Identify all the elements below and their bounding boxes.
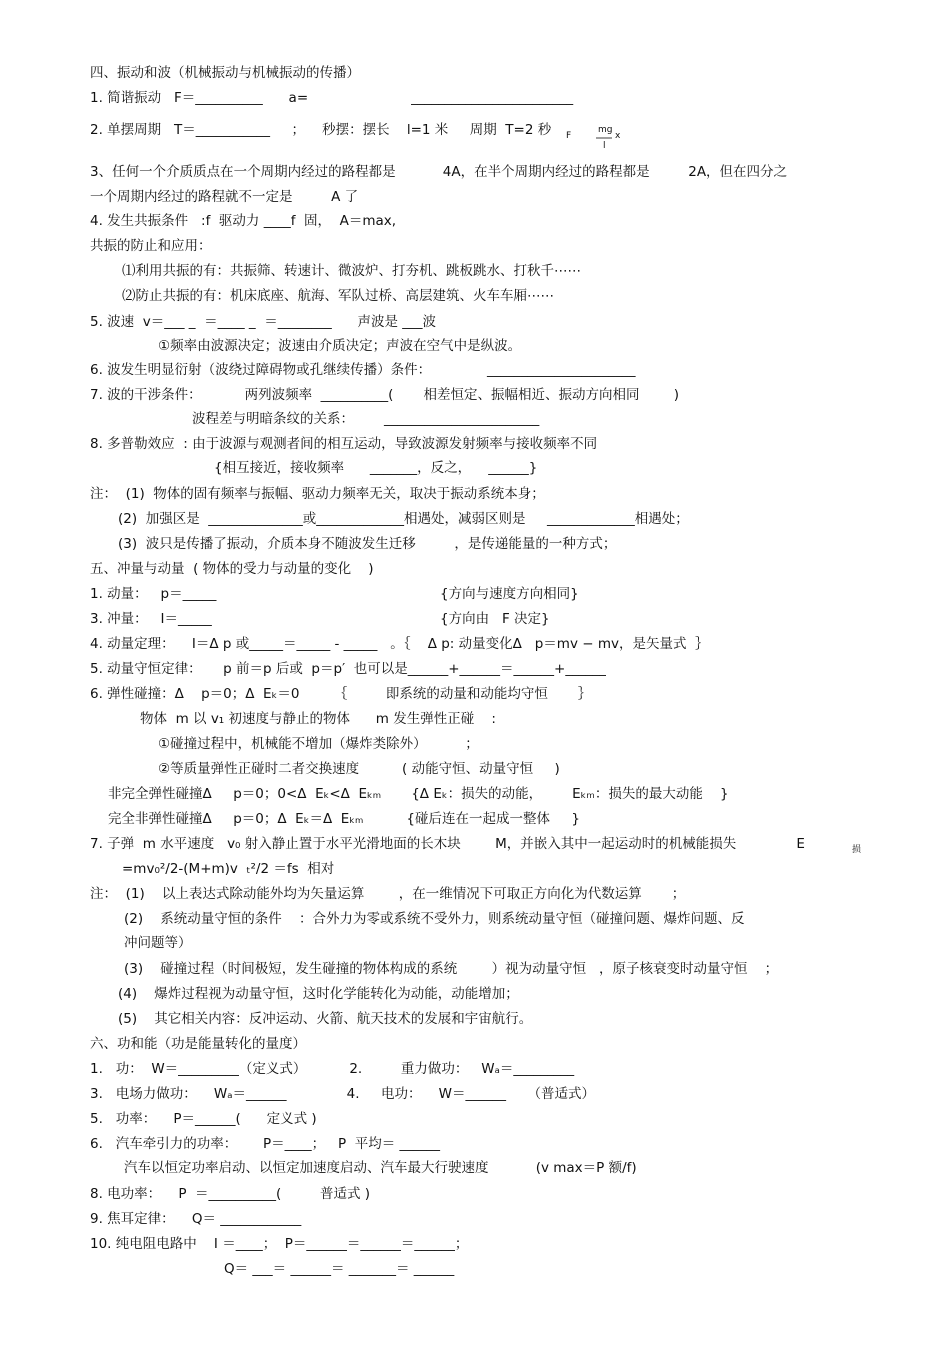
text-line: 6. 弹性碰撞：Δ p＝0；Δ Eₖ＝0 ｛ 即系统的动量和动能均守恒 ｝ [90, 686, 592, 702]
text-line: ①碰撞过程中，机械能不增加（爆炸类除外） ； [158, 736, 479, 752]
text-line: 注： (1) 以上表达式除动能外均为矢量运算 ，在一维情况下可取正方向化为代数运算 ； [90, 886, 686, 902]
text-line: Q＝ ___＝ ______＝ _______＝ ______ [224, 1261, 455, 1277]
text-line: (2) 系统动量守恒的条件 ：合外力为零或系统不受外力，则系统动量守恒（碰撞问题、爆炸问题、反 [124, 911, 745, 927]
text-line: 1. 功： W＝_________（定义式） 2. 重力做功： Wₐ＝_________ [90, 1061, 575, 1077]
text-line: 五、冲量与动量 ( 物体的受力与动量的变化 ) [90, 561, 374, 577]
text-line: 5. 功率： P＝______( 定义式 ) [90, 1111, 317, 1127]
text-line: 6. 汽车牵引力的功率： P＝____； P 平均＝ ______ [90, 1136, 441, 1152]
text-line: 物体 m 以 v₁ 初速度与静止的物体 m 发生弹性正碰 : [140, 711, 496, 727]
text-line: 1. 简谐振动 F＝__________ a= ________________________ [90, 90, 574, 106]
text-line: ⑵防止共振的有：机床底座、航海、军队过桥、高层建筑、火车车厢⋯⋯ [122, 288, 554, 304]
text-line: x [615, 131, 621, 141]
text-line: =mv₀²/2-(M+m)v ₜ²/2 ＝fs 相对 [122, 861, 335, 877]
text-line: (5) 其它相关内容：反冲运动、火箭、航天技术的发展和宇宙航行。 [118, 1011, 533, 1027]
text-line: 5. 波速 v＝___ _ ＝____ _ ＝________ 声波是 ___波 [90, 314, 437, 330]
text-line: {相互接近，接收频率 _______，反之， ______} [214, 460, 538, 476]
text-line: {方向由 F 决定} [440, 611, 550, 627]
text-line: 损 [852, 845, 862, 855]
text-line: 完全非弹性碰撞Δ p＝0；Δ Eₖ＝Δ Eₖₘ {碰后连在一起成一整体 } [108, 811, 580, 827]
text-line: 3、任何一个介质质点在一个周期内经过的路程都是 4A，在半个周期内经过的路程都是 2A，但在四分之 [90, 164, 788, 180]
text-line: 非完全弹性碰撞Δ p＝0；0<Δ Eₖ<Δ Eₖₘ {Δ Eₖ：损失的动能， Eₖₘ：损失的最大动能 } [108, 786, 729, 802]
text-line: 4. 动量定理： I＝Δ p 或_____＝_____ - _____ 。｛ Δ p: 动量变化Δ p＝mv − mv，是矢量式 ｝ [90, 636, 709, 652]
text-line: 六、功和能（功是能量转化的量度） [90, 1036, 306, 1052]
text-line: 四、振动和波（机械振动与机械振动的传播） [90, 65, 360, 81]
text-line: (2) 加强区是 ______________或_____________相遇处，减弱区则是 _____________相遇处； [118, 511, 689, 527]
text-line: (3) 碰撞过程（时间极短，发生碰撞的物体构成的系统 ）视为动量守恒 ，原子核衰变时动量守恒 ； [124, 961, 779, 977]
text-line: 波程差与明暗条纹的关系： _______________________ [192, 411, 540, 427]
text-line: 冲问题等） [124, 935, 192, 951]
text-line: 8. 电功率： P ＝__________( 普适式 ) [90, 1186, 371, 1202]
text-line: 共振的防止和应用： [90, 238, 212, 254]
text-line: 8. 多普勒效应 : 由于波源与观测者间的相互运动，导致波源发射频率与接收频率不同 [90, 436, 598, 452]
text-line: (4) 爆炸过程视为动量守恒，这时化学能转化为动能，动能增加； [118, 986, 519, 1002]
text-line: 一个周期内经过的路程就不一定是 A 了 [90, 189, 359, 205]
text-line: 1. 动量： p＝_____ [90, 586, 217, 602]
text-line: 7. 子弹 m 水平速度 v₀ 射入静止置于水平光滑地面的长木块 M，并嵌入其中一起运动时的机械能损失 E [90, 836, 805, 852]
text-line: 2. 单摆周期 T＝___________ ； 秒摆：摆长 l=1 米 周期 T=2 秒 [90, 122, 552, 138]
text-line: 3. 电场力做功： Wₐ＝______ 4. 电功： W＝______ （普适式） [90, 1086, 595, 1102]
text-line: F [566, 131, 572, 141]
text-line: mg [598, 125, 613, 135]
text-line: (3) 波只是传播了振动，介质本身不随波发生迁移 ，是传递能量的一种方式； [118, 536, 617, 552]
text-line: ⑴利用共振的有：共振筛、转速计、微波炉、打夯机、跳板跳水、打秋千⋯⋯ [122, 263, 581, 279]
text-line: ②等质量弹性正碰时二者交换速度 ( 动能守恒、动量守恒 ) [158, 761, 560, 777]
text-line: 7. 波的干涉条件： 两列波频率 __________( 相差恒定、振幅相近、振动方向相同 ) [90, 387, 680, 403]
text-line: 注： (1) 物体的固有频率与振幅、驱动力频率无关，取决于振动系统本身； [90, 486, 545, 502]
text-line: 6. 波发生明显衍射（波绕过障碍物或孔继续传播）条件： ______________________ [90, 362, 636, 378]
text-line: {方向与速度方向相同} [440, 586, 579, 602]
text-line: 3. 冲量： I＝_____ [90, 611, 212, 627]
text-line: 9. 焦耳定律： Q＝ ____________ [90, 1211, 302, 1227]
text-line: 汽车以恒定功率启动、以恒定加速度启动、汽车最大行驶速度 (v max＝P 额/f) [124, 1160, 637, 1176]
text-line: 4. 发生共振条件 :f 驱动力 ____f 固， A＝max, [90, 213, 397, 229]
text-line: 10. 纯电阻电路中 I ＝____； P＝______＝______＝______； [90, 1236, 469, 1252]
text-line: ①频率由波源决定；波速由介质决定；声波在空气中是纵波。 [158, 338, 522, 354]
text-line: l [603, 141, 606, 151]
text-line: 5. 动量守恒定律： p 前＝p 后或 p＝p′ 也可以是______+______＝______+______ [90, 661, 606, 677]
